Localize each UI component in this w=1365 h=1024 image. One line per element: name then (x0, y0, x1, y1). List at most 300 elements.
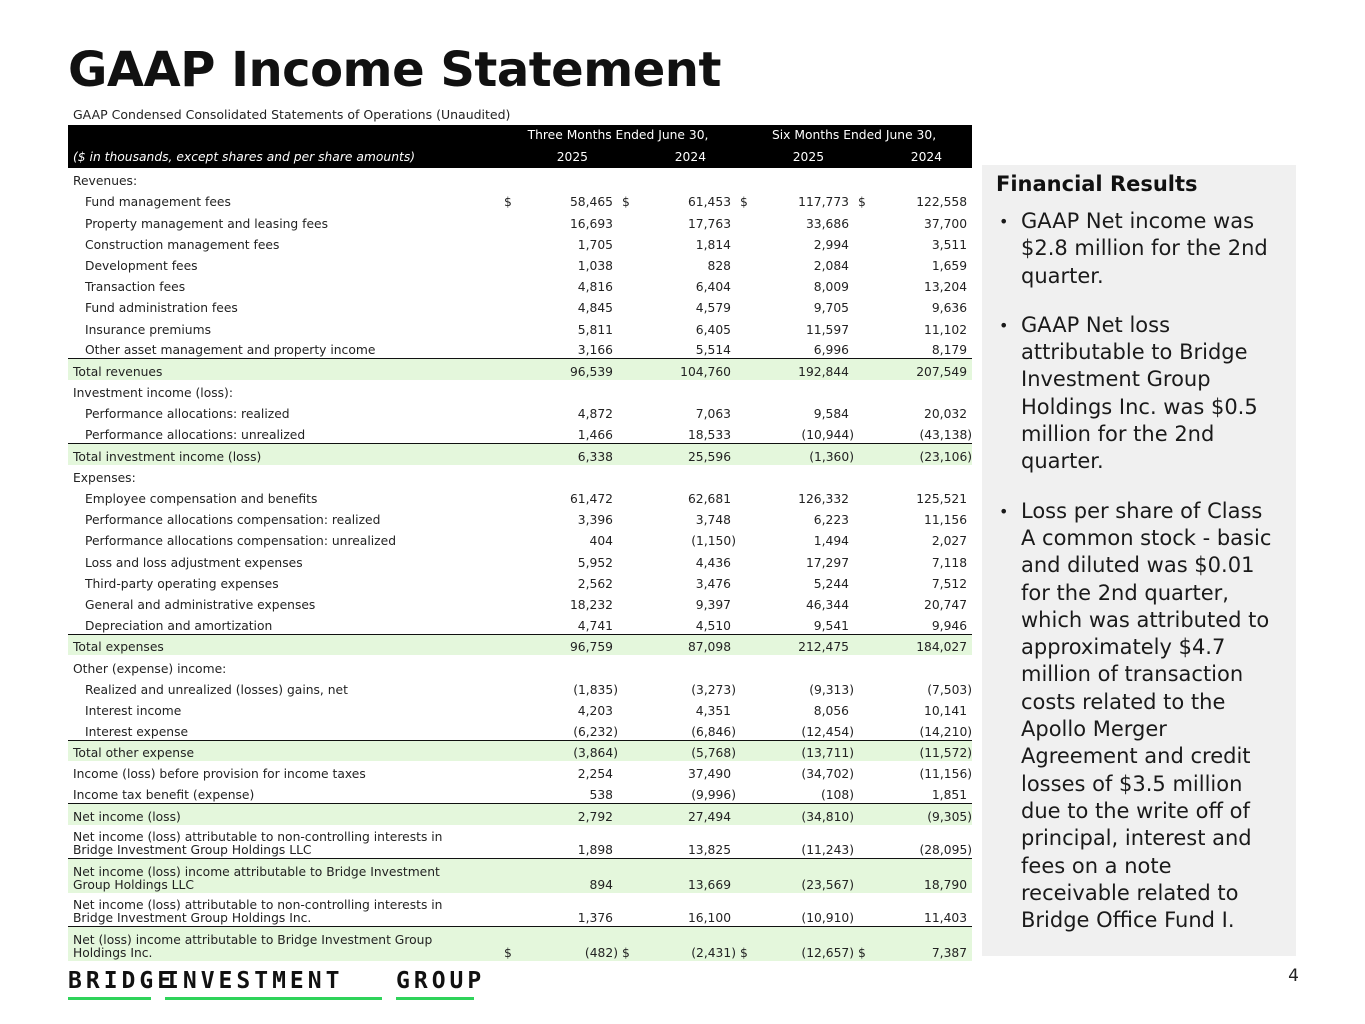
value-cell: 96,759 (520, 634, 618, 655)
value-cell: (34,702) (801, 767, 855, 782)
row-label: Interest expense (85, 724, 189, 739)
value-cell: 3,748 (695, 513, 732, 528)
currency-symbol (500, 859, 520, 893)
list-item (996, 208, 1282, 290)
row-label: Net income (loss) attributable to non-controlling interests in Bridge Investment Group Holdings LLC (73, 830, 443, 858)
currency-symbol (736, 422, 756, 443)
currency-symbol (736, 592, 756, 613)
table-row (68, 893, 972, 927)
bullet-icon: • (999, 212, 1009, 231)
currency-symbol (854, 804, 874, 825)
row-label: Total revenues (68, 359, 500, 380)
value-cell: 7,387 (874, 927, 972, 961)
currency-symbol (736, 274, 756, 295)
row-label: Total investment income (loss) (68, 443, 500, 464)
currency-symbol (618, 380, 638, 401)
row-label: General and administrative expenses (85, 597, 316, 612)
value-cell: 20,747 (924, 597, 968, 612)
currency-symbol (736, 782, 756, 803)
year-header: 2025 (500, 147, 618, 169)
value-cell: 1,466 (577, 427, 613, 442)
value-cell: 13,204 (924, 280, 968, 295)
currency-symbol: $ (500, 927, 520, 961)
list-item (996, 498, 1282, 935)
table-row (68, 232, 972, 253)
list-item (996, 312, 1282, 476)
table-row (68, 338, 972, 359)
value-cell: 6,405 (695, 322, 732, 337)
table-row (68, 782, 972, 803)
results-bullet-list (996, 208, 1282, 934)
table-row (68, 740, 972, 761)
value-cell (638, 380, 736, 401)
currency-symbol (736, 613, 756, 634)
currency-symbol (736, 804, 756, 825)
currency-symbol (618, 401, 638, 422)
value-cell: 122,558 (916, 195, 968, 210)
value-cell: 2,562 (577, 576, 613, 591)
financial-results-panel (982, 165, 1296, 956)
value-cell: 62,681 (687, 492, 732, 506)
value-cell: (6,846) (691, 724, 737, 739)
currency-symbol (736, 571, 756, 592)
value-cell: 20,032 (924, 407, 968, 422)
currency-symbol (618, 507, 638, 528)
currency-symbol (736, 893, 756, 927)
value-cell: 104,760 (638, 359, 736, 380)
value-cell: (9,996) (691, 788, 737, 803)
value-cell: 192,844 (756, 359, 854, 380)
currency-symbol (854, 295, 874, 316)
value-cell: 6,223 (813, 513, 850, 528)
value-cell (756, 380, 854, 401)
currency-symbol (618, 634, 638, 655)
bullet-text: GAAP Net loss attributable to Bridge Investment Group Holdings Inc. was $0.5 million for the 2nd quarter. (1021, 312, 1258, 474)
currency-symbol (854, 761, 874, 782)
currency-symbol (618, 698, 638, 719)
value-cell: (1,835) (573, 682, 618, 697)
value-cell: 5,811 (577, 322, 613, 337)
table-row (68, 528, 972, 549)
table-row (68, 380, 972, 401)
row-label: Realized and unrealized (losses) gains, net (85, 682, 348, 697)
currency-symbol (500, 359, 520, 380)
currency-symbol (618, 210, 638, 231)
bullet-text: GAAP Net income was $2.8 million for the 2nd quarter. (1021, 209, 1268, 288)
value-cell: (3,273) (691, 682, 737, 697)
currency-symbol (618, 549, 638, 570)
value-cell: 11,156 (924, 513, 968, 528)
currency-symbol (854, 655, 874, 676)
currency-symbol (618, 782, 638, 803)
period-three-months: Three Months Ended June 30, (500, 125, 736, 147)
value-cell (520, 168, 618, 189)
row-label: Employee compensation and benefits (85, 492, 318, 506)
currency-symbol (618, 592, 638, 613)
table-row (68, 359, 972, 380)
value-cell: 5,952 (577, 555, 613, 570)
value-cell: 7,063 (695, 407, 732, 422)
row-label: Income tax benefit (expense) (73, 788, 255, 803)
currency-symbol (736, 740, 756, 761)
currency-symbol (618, 719, 638, 740)
table-row (68, 698, 972, 719)
currency-symbol (618, 232, 638, 253)
currency-symbol (736, 528, 756, 549)
table-row (68, 634, 972, 655)
value-cell: 11,597 (805, 322, 850, 337)
currency-symbol (854, 634, 874, 655)
row-label: Construction management fees (85, 237, 280, 252)
currency-symbol (736, 825, 756, 859)
row-label: Net income (loss) income attributable to Bridge Investment Group Holdings LLC (68, 859, 500, 893)
value-cell: (34,810) (756, 804, 854, 825)
value-cell: 4,579 (695, 301, 732, 316)
logo-word: BRIDGE (68, 968, 176, 994)
row-label: Transaction fees (85, 280, 186, 295)
currency-symbol (500, 274, 520, 295)
currency-symbol (854, 380, 874, 401)
table-row (68, 719, 972, 740)
currency-symbol (736, 634, 756, 655)
currency-symbol (854, 613, 874, 634)
value-cell: (11,572) (874, 740, 972, 761)
value-cell: 13,825 (687, 843, 732, 858)
value-cell: 37,700 (924, 216, 968, 231)
value-cell: 9,541 (813, 618, 850, 633)
income-statement-table (68, 125, 972, 961)
year-header: 2024 (618, 147, 736, 169)
page-number: 4 (1288, 966, 1299, 986)
value-cell: 2,254 (577, 767, 613, 782)
currency-symbol (500, 719, 520, 740)
value-cell: 8,009 (813, 280, 850, 295)
currency-symbol (500, 232, 520, 253)
value-cell: 125,521 (916, 492, 968, 506)
currency-symbol (618, 677, 638, 698)
value-cell: (11,243) (801, 843, 855, 858)
table-row (68, 465, 972, 486)
logo-underline (396, 997, 474, 1000)
value-cell: 1,376 (577, 911, 613, 926)
value-cell: 207,549 (874, 359, 972, 380)
currency-symbol (500, 401, 520, 422)
value-cell: 7,512 (931, 576, 968, 591)
currency-symbol (854, 316, 874, 337)
value-cell (520, 465, 618, 486)
value-cell (874, 655, 972, 676)
value-cell: 61,472 (569, 492, 613, 506)
currency-symbol (854, 443, 874, 464)
row-label: Net (loss) income attributable to Bridge Investment Group Holdings Inc. (68, 927, 500, 961)
currency-symbol (736, 338, 756, 359)
value-cell: (1,360) (756, 443, 854, 464)
value-cell: 184,027 (874, 634, 972, 655)
value-cell: 61,453 (687, 195, 732, 210)
currency-symbol (736, 761, 756, 782)
value-cell: 9,636 (931, 301, 968, 316)
currency-symbol (854, 677, 874, 698)
table-row (68, 295, 972, 316)
value-cell: (1,150) (691, 534, 737, 549)
row-label: Other asset management and property income (85, 343, 376, 358)
table-row (68, 761, 972, 782)
value-cell: (10,944) (801, 427, 855, 442)
year-header: 2024 (854, 147, 972, 169)
currency-symbol (618, 168, 638, 189)
currency-symbol (500, 465, 520, 486)
value-cell: 9,946 (931, 618, 968, 633)
currency-symbol (500, 443, 520, 464)
table-row (68, 507, 972, 528)
table-header-years (68, 147, 972, 169)
row-label: Performance allocations: unrealized (85, 427, 306, 442)
currency-symbol (854, 825, 874, 859)
value-cell: 2,994 (813, 237, 850, 252)
currency-symbol (854, 253, 874, 274)
currency-symbol (618, 528, 638, 549)
table-header-periods (68, 125, 972, 147)
value-cell: 33,686 (805, 216, 850, 231)
value-cell: 6,404 (695, 280, 732, 295)
table-row (68, 571, 972, 592)
currency-symbol (854, 401, 874, 422)
currency-symbol (500, 210, 520, 231)
row-label: Performance allocations: realized (85, 407, 290, 422)
row-label: Other (expense) income: (73, 661, 227, 676)
value-cell: 17,763 (687, 216, 732, 231)
value-cell: 9,397 (695, 597, 732, 612)
currency-symbol (500, 592, 520, 613)
currency-symbol (500, 698, 520, 719)
value-cell: 4,872 (577, 407, 613, 422)
value-cell: 7,118 (931, 555, 968, 570)
currency-symbol (500, 782, 520, 803)
period-six-months: Six Months Ended June 30, (736, 125, 972, 147)
value-cell: 6,996 (813, 343, 850, 358)
value-cell: 18,533 (687, 427, 732, 442)
value-cell: (482) (520, 927, 618, 961)
value-cell: (14,210) (919, 724, 973, 739)
currency-symbol (500, 422, 520, 443)
table-row (68, 210, 972, 231)
currency-symbol (618, 486, 638, 507)
value-cell: 1,851 (931, 788, 968, 803)
currency-symbol (736, 210, 756, 231)
currency-symbol (736, 316, 756, 337)
currency-symbol (854, 465, 874, 486)
row-label: Fund administration fees (85, 301, 238, 316)
currency-symbol (854, 740, 874, 761)
currency-symbol (500, 825, 520, 859)
logo-word: INVESTMENT (165, 968, 344, 994)
currency-symbol (854, 719, 874, 740)
currency-symbol (854, 782, 874, 803)
value-cell: (11,156) (919, 767, 973, 782)
value-cell: 37,490 (687, 767, 732, 782)
value-cell: 11,403 (924, 911, 968, 926)
value-cell (756, 465, 854, 486)
table-row (68, 655, 972, 676)
value-cell: 87,098 (638, 634, 736, 655)
currency-symbol (854, 893, 874, 927)
currency-symbol (736, 295, 756, 316)
value-cell (756, 655, 854, 676)
value-cell: 2,084 (813, 258, 850, 273)
value-cell: 126,332 (798, 492, 850, 506)
value-cell: (12,657) (756, 927, 854, 961)
currency-symbol (736, 232, 756, 253)
value-cell: (6,232) (573, 724, 618, 739)
currency-symbol (854, 210, 874, 231)
row-label: Depreciation and amortization (85, 618, 273, 633)
value-cell: 18,232 (569, 597, 613, 612)
table-row (68, 859, 972, 893)
row-label: Fund management fees (85, 195, 231, 210)
table-row (68, 274, 972, 295)
currency-symbol (500, 634, 520, 655)
currency-symbol (618, 825, 638, 859)
value-cell: 3,476 (695, 576, 732, 591)
currency-symbol (500, 295, 520, 316)
value-cell: 6,338 (520, 443, 618, 464)
value-cell: (5,768) (638, 740, 736, 761)
currency-symbol (736, 465, 756, 486)
value-cell: 17,297 (805, 555, 850, 570)
value-cell: 4,351 (695, 703, 732, 718)
currency-symbol: $ (618, 927, 638, 961)
value-cell: 3,511 (931, 237, 968, 252)
value-cell: 4,741 (577, 618, 613, 633)
currency-symbol (618, 443, 638, 464)
value-cell (874, 168, 972, 189)
currency-symbol (854, 859, 874, 893)
currency-symbol (500, 507, 520, 528)
value-cell: (9,313) (809, 682, 855, 697)
currency-symbol (500, 804, 520, 825)
currency-symbol (736, 401, 756, 422)
bullet-icon: • (999, 315, 1009, 335)
row-label: Performance allocations compensation: unrealized (85, 534, 397, 549)
value-cell: 828 (707, 258, 732, 273)
currency-symbol (854, 486, 874, 507)
value-cell: 404 (589, 534, 613, 549)
currency-symbol (854, 359, 874, 380)
table-row (68, 168, 972, 189)
value-cell: (7,503) (927, 682, 973, 697)
row-label: Development fees (85, 258, 198, 273)
table-row (68, 486, 972, 507)
currency-symbol (500, 338, 520, 359)
table-row (68, 613, 972, 634)
row-label: Total other expense (68, 740, 500, 761)
currency-symbol (500, 528, 520, 549)
currency-symbol (618, 316, 638, 337)
value-cell: 27,494 (638, 804, 736, 825)
currency-symbol (736, 486, 756, 507)
value-cell: 5,514 (695, 343, 732, 358)
value-cell: 4,203 (577, 703, 613, 718)
currency-symbol: $ (622, 195, 630, 210)
table-row (68, 927, 972, 961)
table-row (68, 422, 972, 443)
value-cell: 3,396 (577, 513, 613, 528)
currency-symbol (736, 677, 756, 698)
value-cell: 1,705 (577, 237, 613, 252)
value-cell: (12,454) (801, 724, 855, 739)
currency-symbol (854, 592, 874, 613)
currency-symbol (618, 295, 638, 316)
table-row (68, 253, 972, 274)
currency-symbol (500, 571, 520, 592)
value-cell: 538 (589, 788, 613, 803)
value-cell: 3,166 (577, 343, 613, 358)
table-row (68, 443, 972, 464)
value-cell: 10,141 (924, 703, 968, 718)
logo-underline (68, 997, 151, 1000)
currency-symbol (736, 698, 756, 719)
currency-symbol (500, 655, 520, 676)
currency-symbol (854, 274, 874, 295)
row-label: Performance allocations compensation: realized (85, 513, 381, 528)
currency-symbol (500, 253, 520, 274)
panel-title: Financial Results (996, 172, 1198, 196)
table-row (68, 189, 972, 210)
table-row (68, 592, 972, 613)
row-label: Income (loss) before provision for income taxes (73, 767, 366, 782)
table-row (68, 804, 972, 825)
table-caption: GAAP Condensed Consolidated Statements of Operations (Unaudited) (73, 107, 511, 122)
row-label: Total expenses (68, 634, 500, 655)
currency-symbol (854, 338, 874, 359)
value-cell: (23,567) (756, 859, 854, 893)
value-cell: 16,100 (687, 911, 732, 926)
currency-symbol (618, 613, 638, 634)
row-label: Net income (loss) attributable to non-controlling interests in Bridge Investment Group Holdings Inc. (73, 898, 443, 926)
row-label: Third-party operating expenses (85, 576, 279, 591)
value-cell: 96,539 (520, 359, 618, 380)
currency-symbol (618, 761, 638, 782)
value-cell (520, 655, 618, 676)
currency-symbol (736, 655, 756, 676)
units-note: ($ in thousands, except shares and per share amounts) (68, 147, 500, 169)
currency-symbol (500, 613, 520, 634)
value-cell: 5,244 (813, 576, 850, 591)
currency-symbol (618, 740, 638, 761)
currency-symbol (618, 422, 638, 443)
row-label: Interest income (85, 703, 182, 718)
row-label: Loss and loss adjustment expenses (85, 555, 303, 570)
currency-symbol (736, 168, 756, 189)
value-cell: 9,705 (813, 301, 850, 316)
currency-symbol (736, 549, 756, 570)
currency-symbol (500, 740, 520, 761)
currency-symbol (618, 338, 638, 359)
value-cell: 1,494 (813, 534, 850, 549)
currency-symbol (618, 571, 638, 592)
currency-symbol (736, 359, 756, 380)
value-cell: (3,864) (520, 740, 618, 761)
row-label: Revenues: (73, 174, 138, 189)
value-cell (638, 655, 736, 676)
currency-symbol (736, 253, 756, 274)
value-cell: 4,816 (577, 280, 613, 295)
value-cell: 1,659 (931, 258, 968, 273)
value-cell: 4,510 (695, 618, 732, 633)
row-label: Investment income (loss): (73, 386, 233, 401)
value-cell (638, 168, 736, 189)
value-cell: 16,693 (569, 216, 613, 231)
